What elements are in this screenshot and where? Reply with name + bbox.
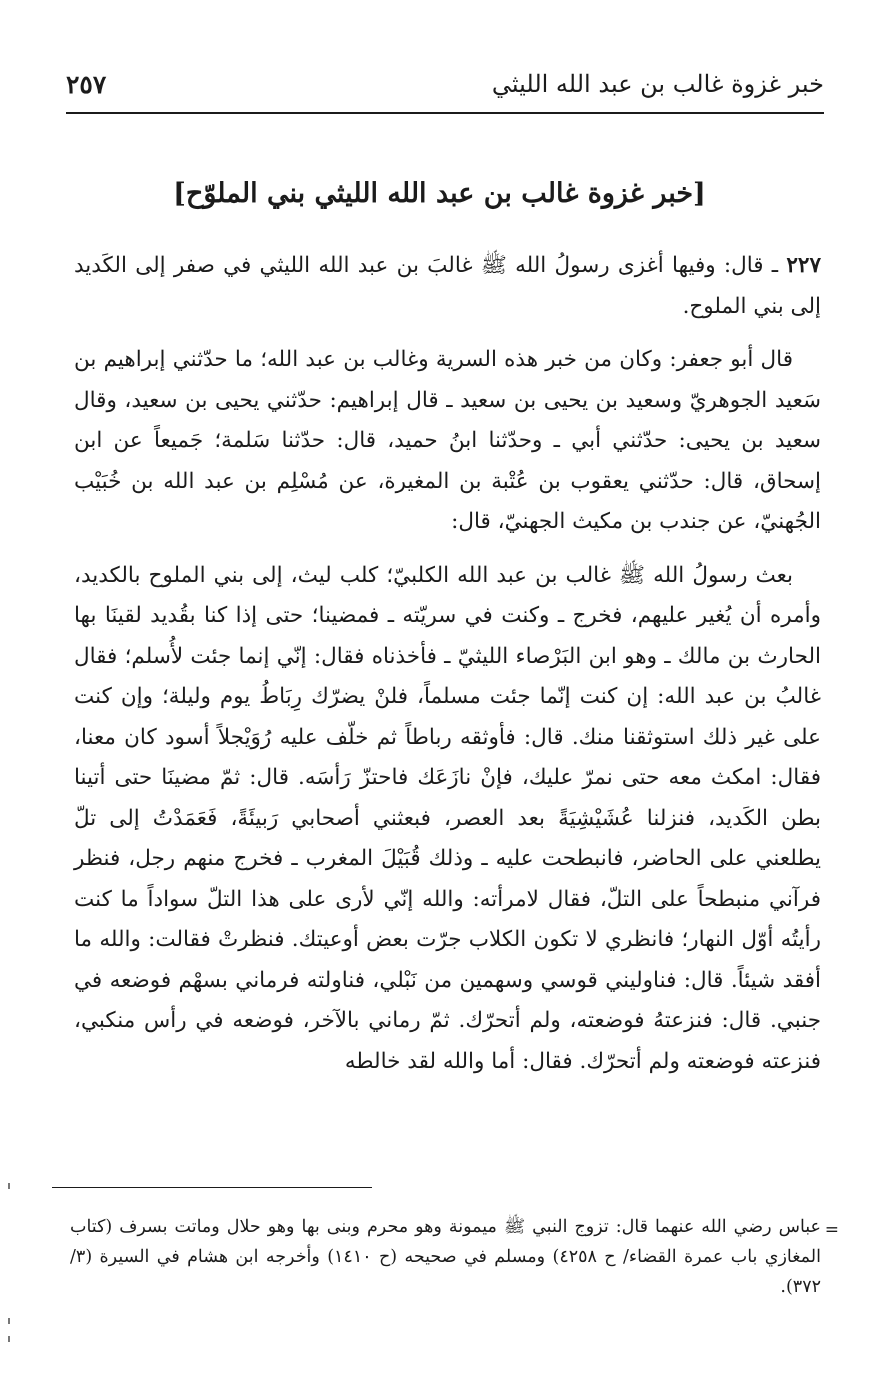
paragraph-isnad: قال أبو جعفر: وكان من خبر هذه السرية وغالب بن عبد الله؛ ما حدّثني إبراهيم بن سَعيد الجوهريّ وسعيد بن يحيى بن سعيد ـ قال إبراهيم: حدّثني يحيى بن سعيد، وقال سعيد بن يحيى: حدّثني أبي ـ وحدّثنا ابنُ حميد، قال: حدّثنا سَلمة؛ جَميعاً عن ابن إسحاق، قال: حدّثني يعقوب بن عُتْبة بن المغيرة، عن مُسْلِم بن عبد الله بن خُبَيْب الجُهنيّ، عن جندب بن مكيث الجهنيّ، قال: [74,347,821,534]
footnote: عباس رضي الله عنهما قال: تزوج النبي ﷺ ميمونة وهو محرم وبنى بها وهو حلال وماتت بسرف (كتاب المغازي باب عمرة القضاء/ ح ٤٢٥٨) ومسلم في صحيحه (ح ١٤١٠) وأخرجه ابن هشام في السيرة (٣/ ٣٧٢). [70,1217,821,1297]
paragraph-text: ـ قال: وفيها أغزى رسولُ الله ﷺ غالبَ بن عبد الله الليثي في صفر إلى الكَديد إلى بني الملوح. [74,253,821,319]
paragraph-narration-227 [74,246,821,327]
margin-mark [8,1183,10,1189]
section-title: [خبر غزوة غالب بن عبد الله الليثي بني الملوّح] [173,178,706,209]
running-title: خبر غزوة غالب بن عبد الله الليثي [491,70,824,98]
footnote-continuation-marker: = [824,1220,839,1240]
paragraph-story: بعث رسولُ الله ﷺ غالب بن عبد الله الكلبيّ؛ كلب ليث، إلى بني الملوح بالكديد، وأمره أن يُغير عليهم، فخرج ـ وكنت في سريّته ـ فمضينا؛ حتى إذا كنا بقُديد لقينَا بها الحارث بن مالك ـ وهو ابن البَرْصاء الليثيّ ـ فأخذناه فقال: إنّي إنما جئت لأُسلم؛ فقال غالبُ بن عبد الله: إن كنت إنّما جئت مسلماً، فلنْ يضرّك رِبَاطُ يوم وليلة؛ وإن كنت على غير ذلك استوثقنا منك. قال: فأوثقه رباطاً ثم خلّف عليه رُوَيْجلاً أسود كان معنا، فقال: امكث معه حتى نمرّ عليك، فإنْ نازَعَك فاحتزّ رَأسَه. قال: ثمّ مضينَا حتى أتينا بطن الكَديد، فنزلنا عُشَيْشِيَةً بعد العصر، فبعثني أصحابي رَبيئَةً، فَعَمَدْتُ إلى تلّ يطلعني على الحاضر، فانبطحت عليه ـ وذلك قُبَيْلَ المغرب ـ فخرج منهم رجل، فنظر فرآني منبطحاً على التلّ، فقال لامرأته: والله إنّي لأرى على هذا التلّ سواداً ما كنت رأيتُه أوّل النهار؛ فانظري لا تكون الكلاب جرّت بعض أوعيتك. فنظرتْ فقالت: والله ما أفقد شيئاً. قال: فناوليني قوسي وسهمين من نَبْلي، فناولته فرماني بسهْم فوضعه في جنبي. قال: فنزعتهُ فوضعته، ولم أتحرّك. ثمّ رماني بالآخر، فوضعه في رأس منكبي، فنزعته فوضعته ولم أتحرّك. فقال: أما والله لقد خالطه [74,562,821,1074]
margin-mark [8,1336,10,1342]
footnote-divider [52,1187,372,1188]
narration-number: ٢٢٧ [786,253,821,278]
page-header [66,62,824,106]
body-text [74,246,821,1095]
margin-mark [8,1318,10,1324]
header-divider [66,112,824,114]
page-number: ٢٥٧ [66,69,107,99]
